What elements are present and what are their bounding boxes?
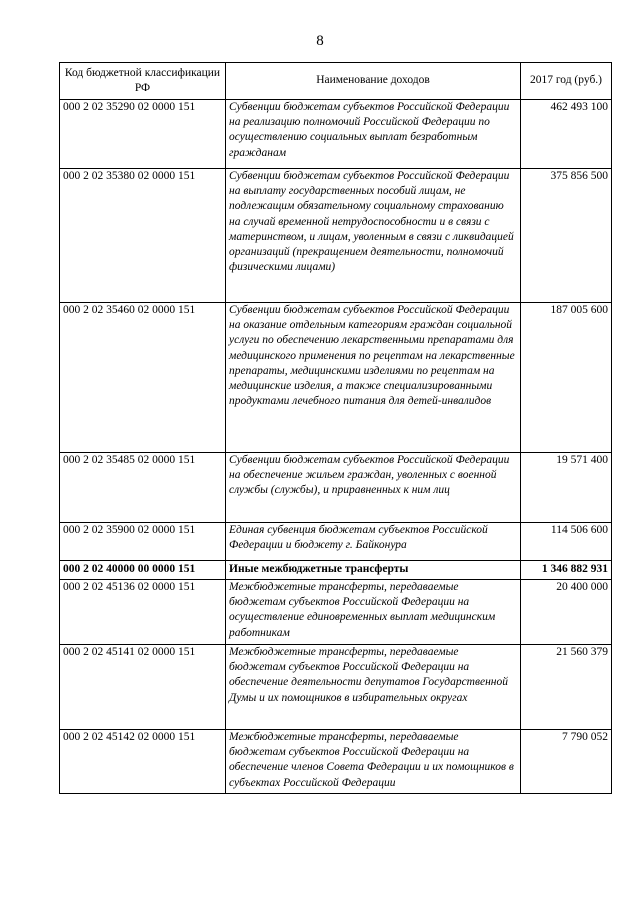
row-name: Субвенции бюджетам субъектов Российской Федерации на реализацию полномочий Российской Федерации по осуществлению социальных выплат безработным гражданам	[226, 100, 521, 169]
row-code: 000 2 02 35485 02 0000 151	[60, 453, 226, 523]
row-code: 000 2 02 35380 02 0000 151	[60, 169, 226, 303]
row-name: Субвенции бюджетам субъектов Российской Федерации на оказание отдельным категориям граждан социальной услуги по обеспечению лекарственными препаратами для медицинского применения по рецептам на лекарственные препараты, медицинскими изделиями по рецептам на медицинские изделия, а также специализированными продуктами лечебного питания для детей-инвалидов	[226, 303, 521, 453]
row-amount: 187 005 600	[521, 303, 612, 453]
page-number: 8	[316, 33, 324, 49]
row-amount: 375 856 500	[521, 169, 612, 303]
table-row	[60, 453, 612, 523]
row-name: Межбюджетные трансферты, передаваемые бюджетам субъектов Российской Федерации на осуществление единовременных выплат медицинским работникам	[226, 580, 521, 645]
row-name: Субвенции бюджетам субъектов Российской Федерации на обеспечение жильем граждан, уволенных с военной службы (службы), и приравненных к ним лиц	[226, 453, 521, 523]
row-name: Субвенции бюджетам субъектов Российской Федерации на выплату государственных пособий лицам, не подлежащим обязательному социальному страхованию на случай временной нетрудоспособности и в связи с материнством, и лицам, уволенным в связи с ликвидацией организаций (прекращением деятельности, полномочий физическими лицами)	[226, 169, 521, 303]
table-row-total	[60, 561, 612, 580]
row-amount: 114 506 600	[521, 523, 612, 561]
header-name: Наименование доходов	[226, 63, 521, 100]
row-name: Иные межбюджетные трансферты	[226, 561, 521, 580]
row-code: 000 2 02 45142 02 0000 151	[60, 730, 226, 794]
row-code: 000 2 02 45141 02 0000 151	[60, 645, 226, 730]
table-row	[60, 303, 612, 453]
table-header-row	[60, 63, 612, 100]
row-code: 000 2 02 35460 02 0000 151	[60, 303, 226, 453]
table-row	[60, 523, 612, 561]
header-code: Код бюджетной классификации РФ	[60, 63, 226, 100]
row-amount: 20 400 000	[521, 580, 612, 645]
row-code: 000 2 02 45136 02 0000 151	[60, 580, 226, 645]
row-code: 000 2 02 40000 00 0000 151	[60, 561, 226, 580]
table-body	[60, 100, 612, 794]
table-row	[60, 580, 612, 645]
table-row	[60, 169, 612, 303]
header-amount: 2017 год (руб.)	[521, 63, 612, 100]
row-amount: 1 346 882 931	[521, 561, 612, 580]
row-name: Межбюджетные трансферты, передаваемые бюджетам субъектов Российской Федерации на обеспечение деятельности депутатов Государственной Думы и их помощников в избирательных округах	[226, 645, 521, 730]
table-row	[60, 730, 612, 794]
row-name: Межбюджетные трансферты, передаваемые бюджетам субъектов Российской Федерации на обеспечение членов Совета Федерации и их помощников в субъектах Российской Федерации	[226, 730, 521, 794]
row-code: 000 2 02 35900 02 0000 151	[60, 523, 226, 561]
row-code: 000 2 02 35290 02 0000 151	[60, 100, 226, 169]
table-row	[60, 645, 612, 730]
row-amount: 21 560 379	[521, 645, 612, 730]
row-amount: 462 493 100	[521, 100, 612, 169]
row-name: Единая субвенция бюджетам субъектов Российской Федерации и бюджету г. Байконура	[226, 523, 521, 561]
row-amount: 19 571 400	[521, 453, 612, 523]
budget-revenue-table	[59, 62, 612, 794]
row-amount: 7 790 052	[521, 730, 612, 794]
table-row	[60, 100, 612, 169]
